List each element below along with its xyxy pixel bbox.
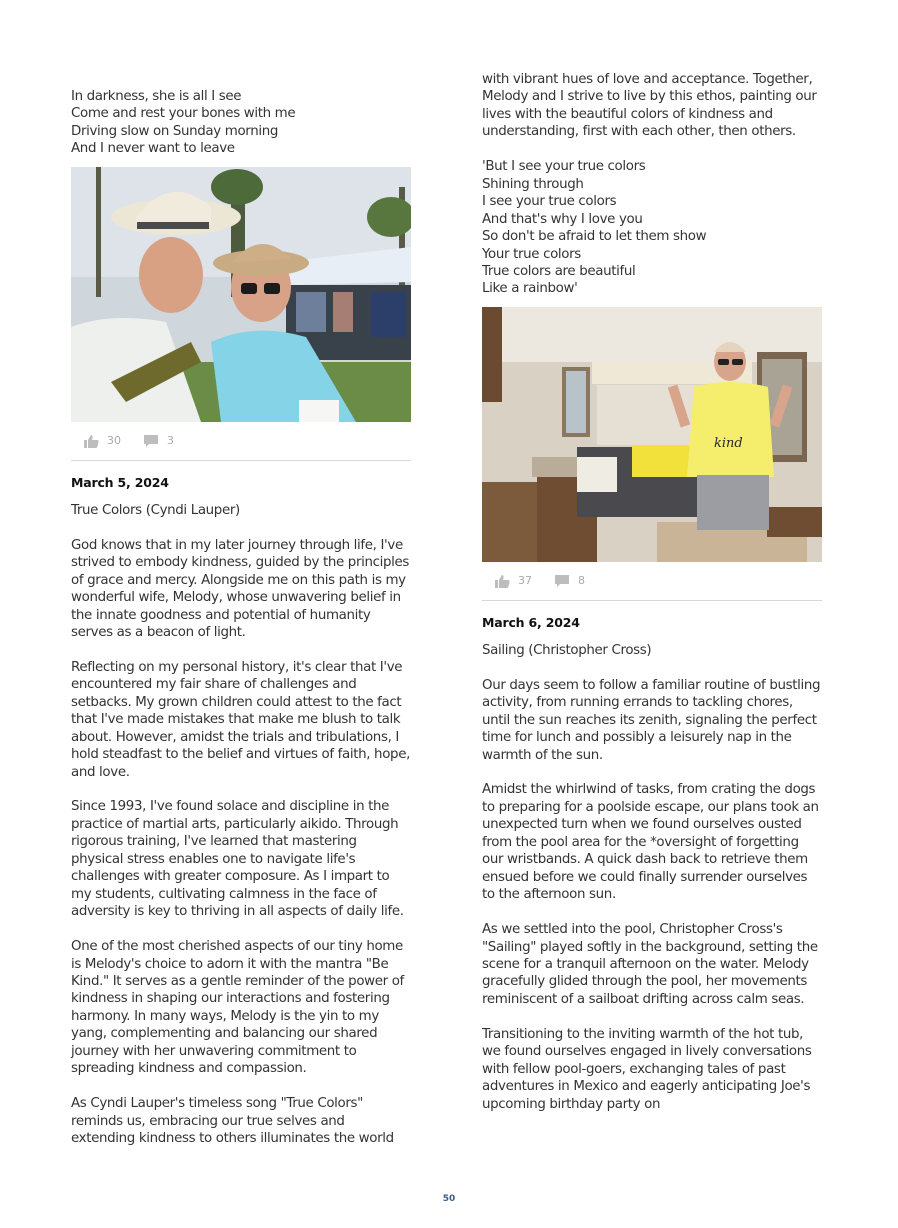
comment-icon (143, 434, 159, 448)
like-count-value: 30 (107, 434, 121, 448)
paragraph: Since 1993, I've found solace and discipline in the practice of martial arts, particularly aikido. Through rigorous training, I've learned that mastering physical stress enables one to navigate life's challenges with greater composure. As I impart to my students, cultivating calmness in the face of adversity is key to thriving in all aspects of daily life. (71, 799, 404, 920)
paragraph: Reflecting on my personal history, it's clear that I've encountered my fair share of challenges and setbacks. My grown children could attest to the fact that I've made mistakes that make me blush to talk about. However, amidst the trials and tribulations, I hold steadfast to the belief and virtues of faith, hope, and love. (71, 659, 410, 780)
thumbs-up-icon (494, 574, 510, 588)
paragraph: As Cyndi Lauper's timeless song "True Colors" reminds us, embracing our true selves and extending kindness to others illuminates the world (71, 1096, 394, 1147)
thumbs-up-icon (83, 434, 99, 448)
rv-photo-illustration (482, 307, 822, 562)
lyric-quote: 'But I see your true colors Shining through I see your true colors And that's why I love you So don't be afraid to let them show Your true colors True colors are beautiful Like a rainbow' (482, 159, 707, 297)
couple-photo[interactable] (71, 167, 411, 422)
right-column (482, 71, 822, 1113)
like-count[interactable] (494, 574, 532, 588)
left-column (71, 88, 411, 1148)
post-title: Sailing (Christopher Cross) (482, 642, 652, 658)
post-date: March 5, 2024 (71, 474, 169, 490)
paragraph: Transitioning to the inviting warmth of the hot tub, we found ourselves engaged in lively conversations with fellow pool-goers, exchanging tales of past adventures in Mexico and eagerly anticipating Joe's upcoming birthday party on (482, 1026, 812, 1112)
like-count-value: 37 (518, 574, 532, 588)
like-count[interactable] (83, 434, 121, 448)
comment-icon (554, 574, 570, 588)
paragraph: Amidst the whirlwind of tasks, from crating the dogs to preparing for a poolside escape, our plans took an unexpected turn when we found ourselves ousted from the pool area for the *oversight of forgetting our wristbands. A quick dash back to retrieve them ensued before we could finally surrender ourselves to the afternoon sun. (482, 782, 819, 903)
continued-paragraph: with vibrant hues of love and acceptance. Together, Melody and I strive to live by this ethos, painting our lives with the beautiful colors of kindness and understanding, first with each other, then others. (482, 72, 817, 140)
lyric-intro: In darkness, she is all I see Come and rest your bones with me Driving slow on Sunday morning And I never want to leave (71, 89, 296, 157)
couple-photo-illustration (71, 167, 411, 422)
comment-count-value: 8 (578, 574, 585, 588)
shirt-print: kind (714, 435, 743, 451)
paragraph: God knows that in my later journey through life, I've strived to embody kindness, guided by the principles of grace and mercy. Alongside me on this path is my wonderful wife, Melody, whose unwavering belief in the innate goodness and potential of humanity serves as a beacon of light. (71, 537, 410, 640)
page-number: 50 (442, 1194, 456, 1204)
paragraph: As we settled into the pool, Christopher Cross's "Sailing" played softly in the background, setting the scene for a tranquil afternoon on the water. Melody gracefully glided through the pool, her movements reminiscent of a sailboat drifting across calm seas. (482, 922, 818, 1007)
comment-count-value: 3 (167, 434, 174, 448)
post-stats (482, 562, 822, 601)
comment-count[interactable] (143, 434, 174, 448)
comment-count[interactable] (554, 574, 585, 588)
post-date: March 6, 2024 (482, 614, 580, 630)
paragraph: One of the most cherished aspects of our tiny home is Melody's choice to adorn it with the mantra "Be Kind." It serves as a gentle reminder of the power of kindness in shaping our interactions and fostering harmony. In many ways, Melody is the yin to my yang, complementing and balancing our shared journey with her unwavering commitment to spreading kindness and compassion. (71, 939, 404, 1077)
rv-photo[interactable] (482, 307, 822, 562)
paragraph: Our days seem to follow a familiar routine of bustling activity, from running errands to tackling chores, until the sun reaches its zenith, signaling the perfect time for lunch and possibly a leisurely nap in the warmth of the sun. (482, 677, 821, 763)
post-title: True Colors (Cyndi Lauper) (71, 502, 240, 518)
post-stats (71, 422, 411, 461)
